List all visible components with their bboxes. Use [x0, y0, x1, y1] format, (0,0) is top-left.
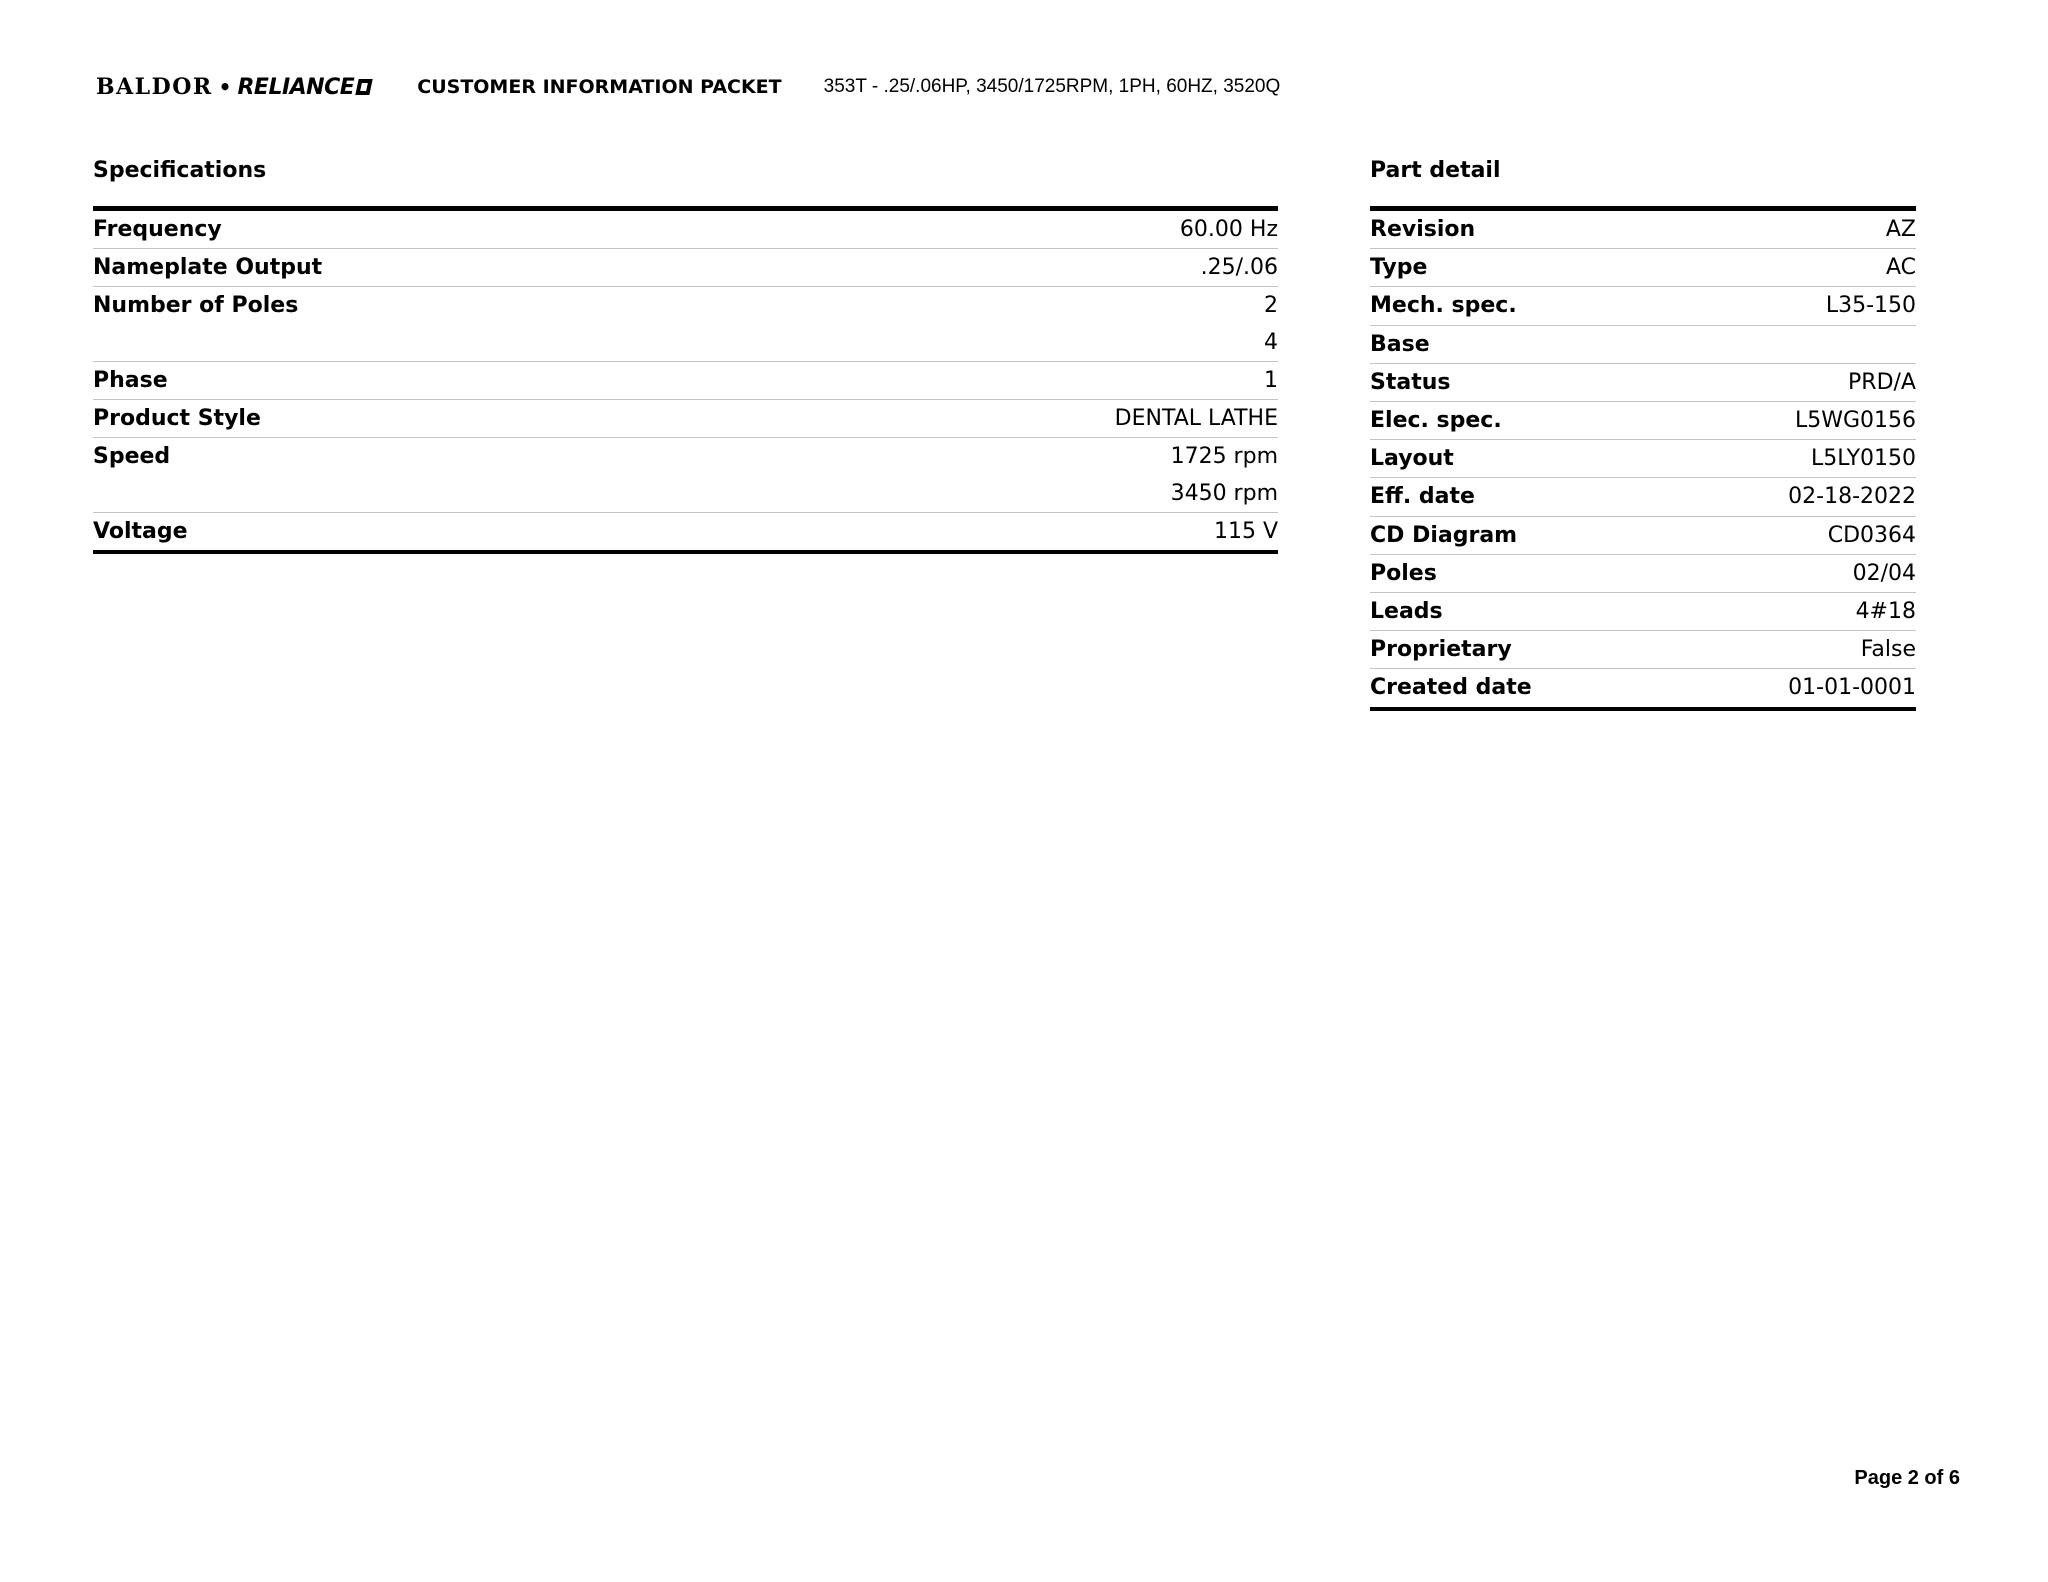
spec-values [1264, 362, 1278, 399]
part-label: Status [1370, 369, 1451, 395]
part-row [1370, 631, 1916, 669]
spec-row [93, 438, 1278, 513]
part-values [1811, 440, 1916, 477]
part-value: 02-18-2022 [1788, 484, 1916, 510]
part-values [1795, 402, 1916, 439]
part-value: L35-150 [1825, 293, 1916, 319]
part-values [1886, 211, 1916, 248]
part-value: L5WG0156 [1794, 408, 1916, 434]
spec-value: 1 [1264, 368, 1278, 393]
specifications-title: Specifications [93, 158, 267, 183]
spec-label: Nameplate Output [93, 255, 323, 280]
spec-label: Phase [93, 368, 168, 393]
spec-row [93, 400, 1278, 438]
spec-label: Frequency [93, 217, 222, 242]
logo-baldor-text: BALDOR [96, 74, 213, 100]
part-label: Eff. date [1370, 484, 1475, 510]
logo-dot: • [218, 75, 232, 99]
spec-value: 60.00 Hz [1179, 217, 1278, 242]
spec-row [93, 513, 1278, 550]
part-values [1861, 631, 1916, 668]
part-value: L5LY0150 [1810, 446, 1916, 472]
page-number: Page 2 of 6 [1854, 1467, 1960, 1489]
part-label: CD Diagram [1370, 522, 1518, 548]
part-label: Created date [1370, 675, 1532, 701]
part-values [1848, 364, 1916, 401]
logo-reliance-text: RELIANCE [237, 74, 355, 100]
spec-value: 2 [1264, 293, 1278, 318]
part-label: Revision [1370, 217, 1476, 242]
spec-values [1115, 400, 1278, 437]
spec-values [1201, 249, 1278, 286]
part-detail-title: Part detail [1370, 158, 1501, 183]
part-label: Mech. spec. [1370, 293, 1517, 319]
part-row [1370, 669, 1916, 706]
part-values [1909, 326, 1916, 363]
spec-value: 4 [1264, 330, 1278, 355]
spec-value: 1725 rpm [1170, 444, 1278, 469]
part-values [1856, 593, 1916, 630]
part-values [1788, 669, 1916, 706]
part-label: Type [1370, 255, 1428, 281]
part-row [1370, 211, 1916, 249]
baldor-reliance-logo [96, 72, 371, 102]
spec-value: 115 V [1213, 519, 1278, 544]
part-value: 01-01-0001 [1788, 675, 1916, 701]
packet-title: CUSTOMER INFORMATION PACKET [417, 76, 782, 98]
part-value: 02/04 [1852, 560, 1916, 586]
part-values [1886, 249, 1916, 286]
spec-label: Product Style [93, 406, 261, 431]
spec-value: DENTAL LATHE [1114, 406, 1278, 431]
part-values [1853, 555, 1916, 592]
spec-values [1171, 438, 1278, 512]
spec-row [93, 287, 1278, 362]
part-value: 4#18 [1855, 599, 1916, 625]
part-values [1826, 287, 1916, 324]
part-detail-table [1370, 206, 1916, 711]
specifications-table [93, 206, 1278, 554]
part-row [1370, 555, 1916, 593]
part-label: Layout [1370, 446, 1454, 472]
spec-label: Speed [93, 444, 171, 469]
spec-value: .25/.06 [1200, 255, 1278, 280]
reliance-mark-icon [356, 79, 373, 95]
part-row [1370, 364, 1916, 402]
part-label: Elec. spec. [1370, 408, 1502, 434]
part-row [1370, 402, 1916, 440]
part-value: AC [1885, 255, 1916, 281]
part-row [1370, 440, 1916, 478]
part-values [1788, 478, 1916, 515]
part-label: Proprietary [1370, 637, 1512, 663]
part-row [1370, 326, 1916, 364]
part-row [1370, 517, 1916, 555]
spec-row [93, 211, 1278, 249]
spec-label: Voltage [93, 519, 188, 544]
product-description: 353T - .25/.06HP, 3450/1725RPM, 1PH, 60HZ, 3520Q [823, 76, 1281, 97]
part-value: CD0364 [1827, 522, 1916, 548]
part-label: Base [1370, 331, 1430, 357]
part-values [1828, 517, 1916, 554]
spec-row [93, 249, 1278, 287]
part-value: False [1860, 637, 1916, 663]
part-row [1370, 478, 1916, 516]
page-header [96, 72, 1280, 102]
spec-label: Number of Poles [93, 293, 299, 318]
part-label: Poles [1370, 560, 1437, 586]
part-label: Leads [1370, 599, 1443, 625]
part-row [1370, 249, 1916, 287]
spec-values [1180, 211, 1278, 248]
part-row [1370, 287, 1916, 325]
spec-row [93, 362, 1278, 400]
part-value: PRD/A [1848, 369, 1916, 395]
spec-value: 3450 rpm [1170, 481, 1278, 506]
spec-values [1264, 287, 1278, 361]
part-value [1909, 326, 1916, 363]
part-value: AZ [1885, 217, 1916, 242]
spec-values [1214, 513, 1278, 550]
part-row [1370, 593, 1916, 631]
